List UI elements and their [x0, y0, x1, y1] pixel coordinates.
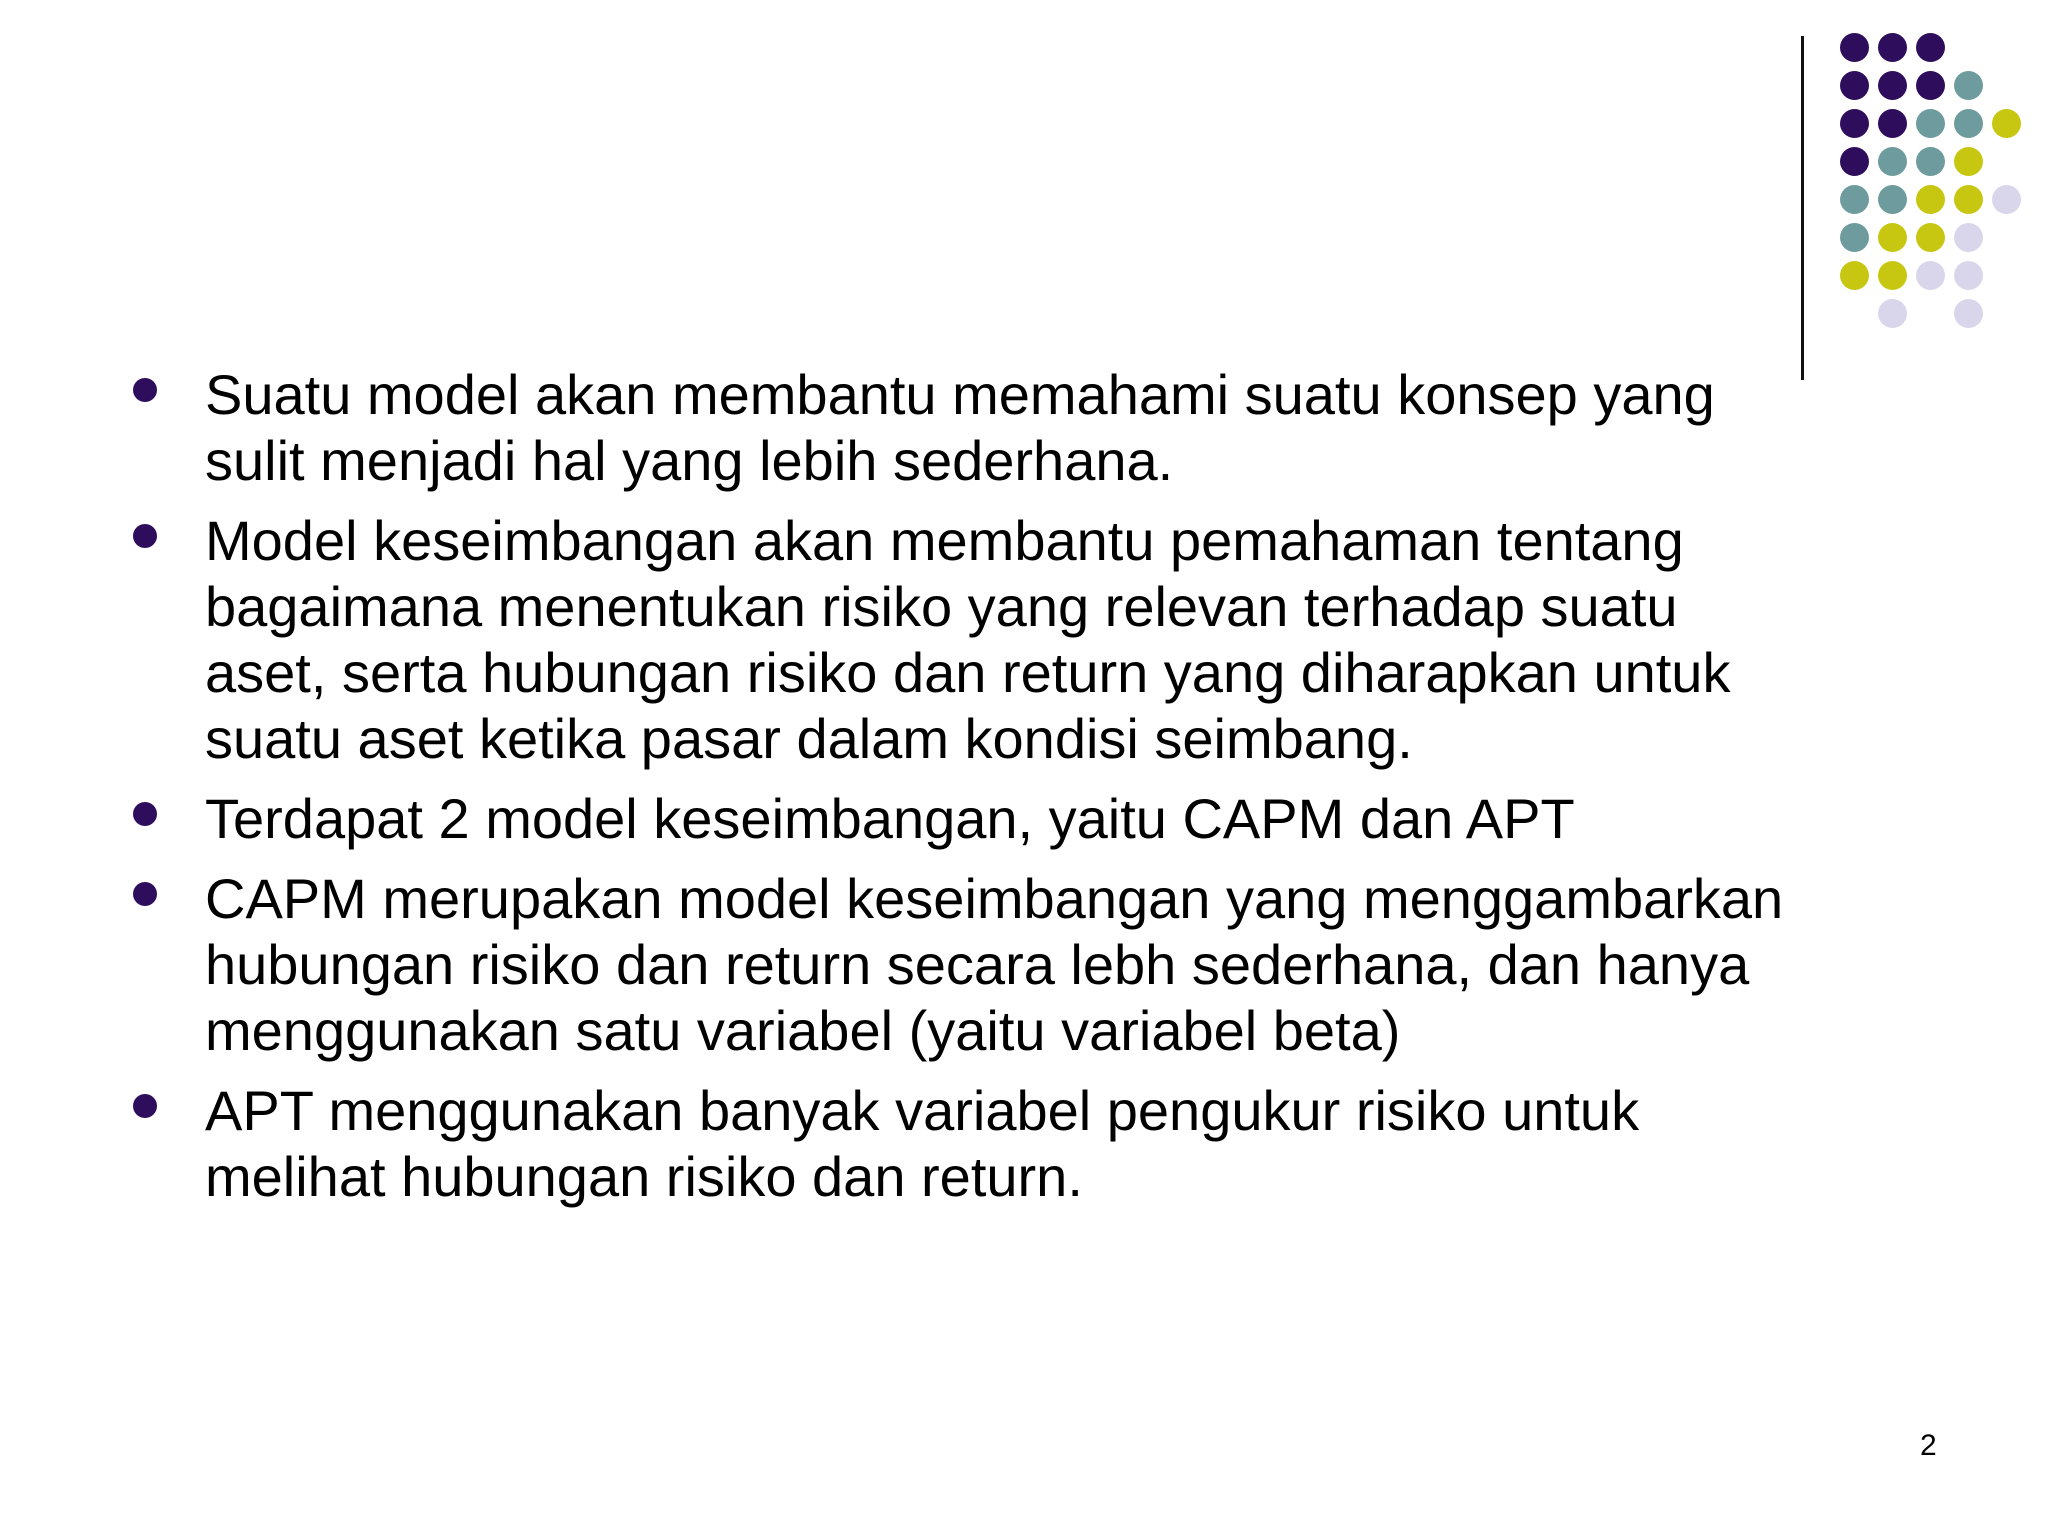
bullet-item: [133, 362, 1793, 494]
bullet-text: Suatu model akan membantu memahami suatu konsep yang sulit menjadi hal yang lebih sederhana.: [205, 363, 1715, 492]
bullet-dot-icon: [133, 1094, 157, 1118]
bullet-text: Model keseimbangan akan membantu pemahaman tentang bagaimana menentukan risiko yang relevan terhadap suatu aset, serta hubungan risiko dan return yang diharapkan untuk suatu aset ketika pasar dalam kondisi seimbang.: [205, 509, 1731, 770]
decorative-dot: [1954, 185, 1983, 214]
bullet-dot-icon: [133, 802, 157, 826]
decorative-dot: [1840, 33, 1869, 62]
decorative-dot-grid: [0, 0, 2048, 400]
decorative-dot: [1954, 109, 1983, 138]
decorative-dot: [1954, 71, 1983, 100]
page-number: 2: [1920, 1429, 1937, 1462]
decorative-dot: [1878, 33, 1907, 62]
decorative-dot: [1878, 109, 1907, 138]
bullet-item: [133, 866, 1793, 1064]
decorative-dot: [1954, 223, 1983, 252]
decorative-dot: [1916, 109, 1945, 138]
decorative-dot: [1878, 223, 1907, 252]
decorative-dot: [1992, 185, 2021, 214]
bullet-text: APT menggunakan banyak variabel pengukur risiko untuk melihat hubungan risiko dan return.: [205, 1079, 1640, 1208]
decorative-dot: [1840, 185, 1869, 214]
decorative-dot: [1954, 147, 1983, 176]
decorative-dot: [1840, 223, 1869, 252]
decorative-dot: [1954, 299, 1983, 328]
decorative-dot: [1916, 147, 1945, 176]
decorative-dot: [1954, 261, 1983, 290]
bullet-dot-icon: [133, 378, 157, 402]
decorative-dot: [1840, 109, 1869, 138]
decorative-dot: [1878, 299, 1907, 328]
bullet-text: CAPM merupakan model keseimbangan yang menggambarkan hubungan risiko dan return secara lebh sederhana, dan hanya menggunakan satu variabel (yaitu variabel beta): [205, 867, 1784, 1062]
decorative-dot: [1992, 109, 2021, 138]
bullet-item: [133, 1078, 1793, 1210]
decorative-dot: [1916, 185, 1945, 214]
decorative-dot: [1916, 71, 1945, 100]
decorative-dot: [1840, 147, 1869, 176]
bullet-list: [133, 362, 1793, 1224]
decorative-dot: [1878, 71, 1907, 100]
decorative-dot: [1916, 223, 1945, 252]
bullet-item: [133, 508, 1793, 772]
vertical-divider: [1801, 36, 1804, 380]
bullet-text: Terdapat 2 model keseimbangan, yaitu CAPM dan APT: [205, 787, 1575, 850]
decorative-dot: [1878, 261, 1907, 290]
decorative-dot: [1878, 147, 1907, 176]
decorative-dot: [1878, 185, 1907, 214]
decorative-dot: [1916, 261, 1945, 290]
decorative-dot: [1840, 71, 1869, 100]
bullet-dot-icon: [133, 882, 157, 906]
bullet-dot-icon: [133, 524, 157, 548]
decorative-dot: [1916, 33, 1945, 62]
bullet-item: [133, 786, 1793, 852]
decorative-dot: [1840, 261, 1869, 290]
